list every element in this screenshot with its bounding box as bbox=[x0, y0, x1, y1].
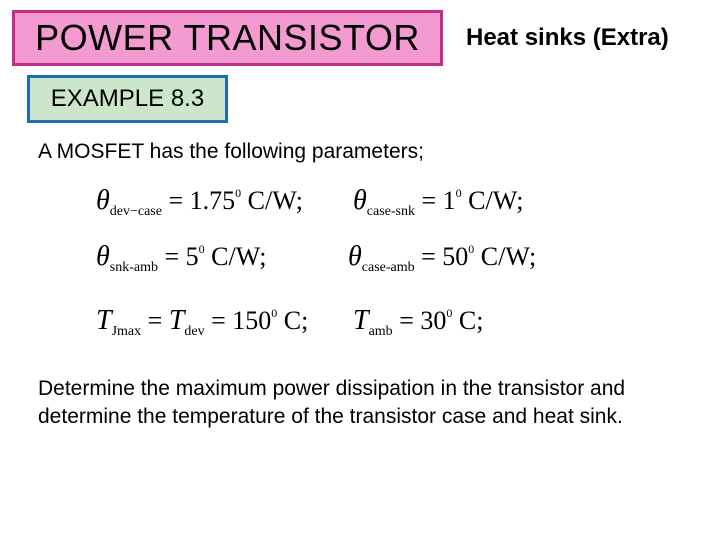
equation-unit: C/W; bbox=[211, 242, 267, 271]
intro-text: A MOSFET has the following parameters; bbox=[38, 140, 424, 163]
equation-subscript: Jmax bbox=[111, 324, 142, 339]
equation-unit: C/W; bbox=[247, 186, 304, 215]
degree-mark: 0 bbox=[446, 306, 453, 320]
equation-value: = 1 bbox=[421, 186, 456, 215]
degree-mark: 0 bbox=[468, 242, 475, 256]
equation-equals: = bbox=[147, 306, 169, 335]
equation-unit: C; bbox=[283, 306, 309, 335]
equation-theta-case-amb bbox=[348, 242, 536, 277]
example-label-box bbox=[27, 75, 228, 123]
equation-theta-case-snk bbox=[353, 186, 524, 221]
example-label: EXAMPLE 8.3 bbox=[50, 85, 205, 112]
equation-subscript: case-snk bbox=[366, 204, 415, 219]
equation-subscript: dev bbox=[184, 324, 205, 339]
equation-unit: C; bbox=[458, 306, 484, 335]
degree-mark: 0 bbox=[455, 186, 462, 200]
equation-symbol: θ bbox=[353, 185, 367, 216]
equation-symbol: T bbox=[353, 305, 369, 336]
equation-t-jmax bbox=[96, 306, 308, 341]
equation-value: = 30 bbox=[399, 306, 447, 335]
equation-symbol: θ bbox=[348, 241, 362, 272]
equation-value: = 5 bbox=[164, 242, 199, 271]
equation-subscript: amb bbox=[368, 324, 393, 339]
equation-theta-snk-amb bbox=[96, 242, 267, 277]
slide-title-box bbox=[12, 10, 443, 66]
equation-value: = 50 bbox=[421, 242, 469, 271]
equation-unit: C/W; bbox=[468, 186, 524, 215]
equation-unit: C/W; bbox=[480, 242, 537, 271]
slide-title: POWER TRANSISTOR bbox=[35, 17, 420, 58]
equation-subscript: dev−case bbox=[109, 204, 162, 219]
equation-subscript: case-amb bbox=[361, 260, 415, 275]
degree-mark: 0 bbox=[198, 242, 205, 256]
equation-value: = 1.75 bbox=[168, 186, 236, 215]
equation-theta-dev-case bbox=[96, 186, 303, 221]
equation-symbol: T bbox=[96, 305, 112, 336]
slide-subtitle: Heat sinks (Extra) bbox=[466, 24, 669, 51]
equation-symbol: T bbox=[168, 305, 185, 336]
equation-value: = 150 bbox=[211, 306, 272, 335]
degree-mark: 0 bbox=[271, 306, 278, 320]
equation-t-amb bbox=[353, 306, 483, 341]
problem-statement: Determine the maximum power dissipation in the transistor and determine the temperature of the transistor case and heat sink. bbox=[38, 377, 626, 428]
equation-symbol: θ bbox=[96, 241, 110, 272]
equation-symbol: θ bbox=[96, 185, 110, 216]
degree-mark: 0 bbox=[235, 186, 242, 200]
equation-subscript: snk-amb bbox=[109, 260, 158, 275]
